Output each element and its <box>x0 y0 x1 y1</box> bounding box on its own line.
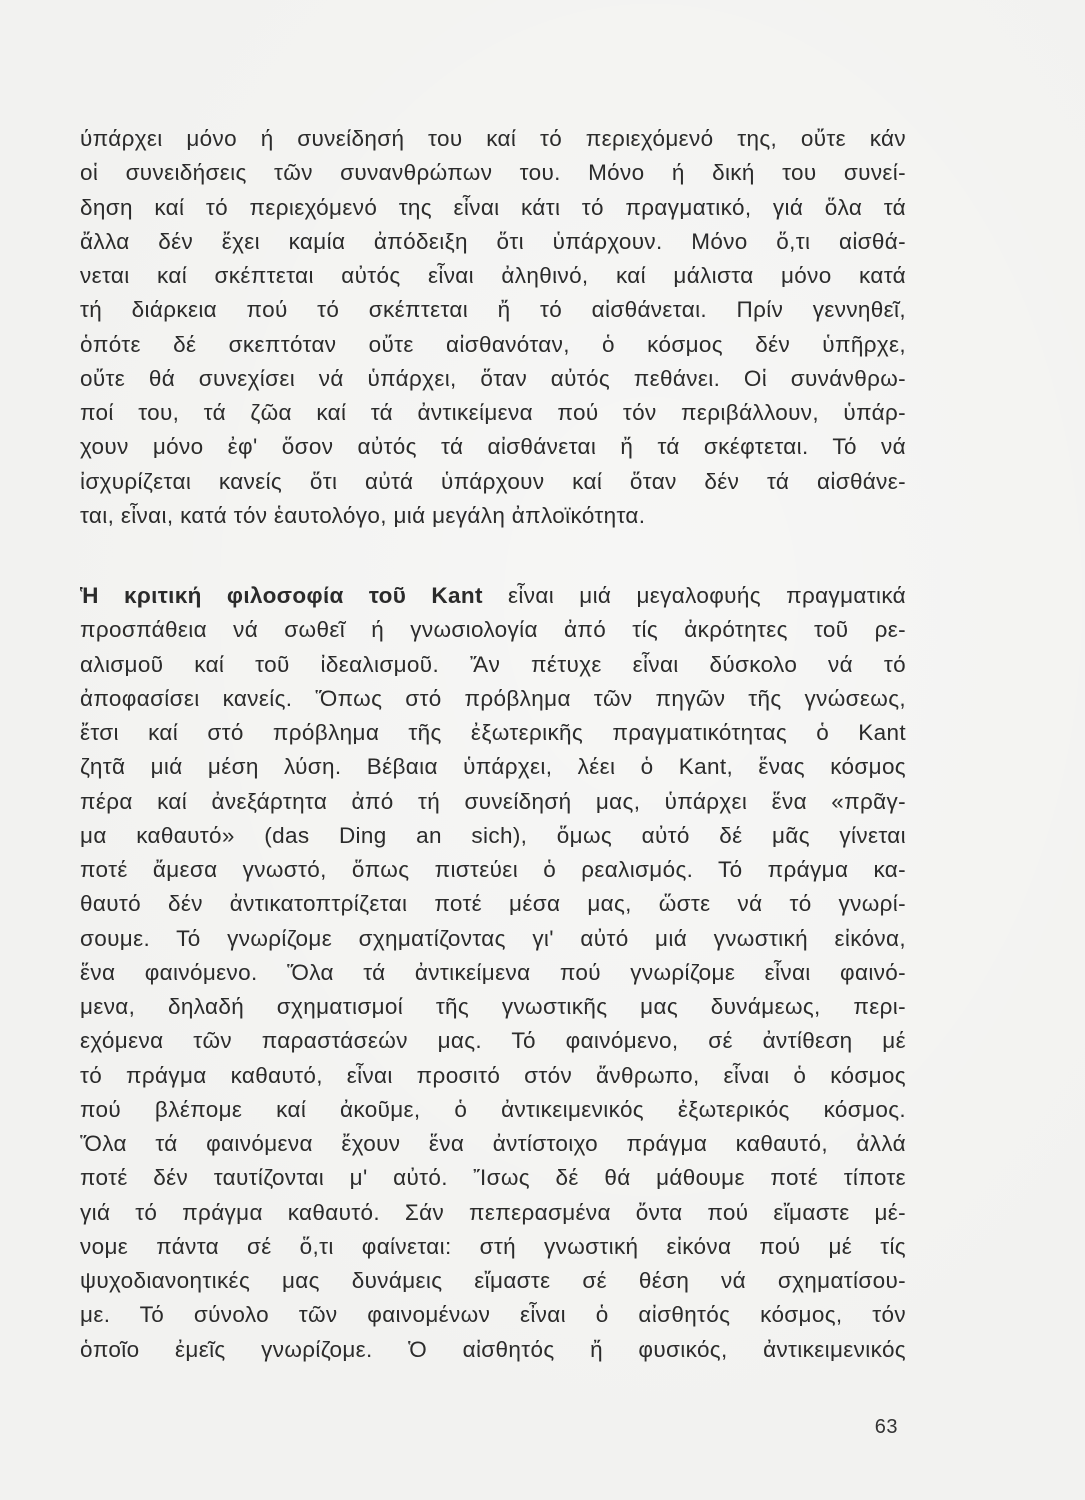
text-line: ἄλλα δέν ἔχει καμία ἀπόδειξη ὅτι ὑπάρχουν. Μόνο ὅ,τι αἰσθά- <box>80 228 906 254</box>
text-line: Ὅλα τά φαινόμενα ἔχουν ἕνα ἀντίστοιχο πράγμα καθαυτό, ἀλλά <box>80 1131 906 1156</box>
text-line: μα καθαυτό» (das Ding an sich), ὅμως αὐτό δέ μᾶς γίνεται <box>80 822 906 848</box>
paragraph-kant <box>80 579 906 1367</box>
text-line-lead <box>80 579 906 613</box>
section-heading-kant: Ἡ κριτική φιλοσοφία τοῦ Kant <box>80 583 483 608</box>
text-line: χουν μόνο ἐφ' ὅσον αὐτός τά αἰσθάνεται ἤ τά σκέφτεται. Τό νά <box>80 434 906 460</box>
text-line: ται, εἶναι, κατά τόν ἑαυτολόγο, μιά μεγάλη ἀπλοϊκότητα. <box>80 502 646 528</box>
page-number: 63 <box>874 1416 898 1438</box>
text-line: ποτέ ἄμεσα γνωστό, ὅπως πιστεύει ὁ ρεαλισμός. Τό πράγμα κα- <box>80 857 906 882</box>
text-line: ἀποφασίσει κανείς. Ὅπως στό πρόβλημα τῶν πηγῶν τῆς γνώσεως, <box>80 685 906 711</box>
text-line: ἕνα φαινόμενο. Ὅλα τά ἀντικείμενα πού γνωρίζομε εἶναι φαινό- <box>80 959 906 985</box>
text-line: με. Τό σύνολο τῶν φαινομένων εἶναι ὁ αἰσθητός κόσμος, τόν <box>80 1302 906 1328</box>
text-line: σουμε. Τό γνωρίζομε σχηματίζοντας γι' αὐτό μιά γνωστική εἰκόνα, <box>80 925 906 951</box>
text-line: νεται καί σκέπτεται αὐτός εἶναι ἀληθινό, καί μάλιστα μόνο κατά <box>80 263 906 288</box>
text-line: οὔτε θά συνεχίσει νά ὑπάρχει, ὅταν αὐτός πεθάνει. Οἱ συνάνθρω- <box>80 365 906 391</box>
text-line: ζητᾶ μιά μέση λύση. Βέβαια ὑπάρχει, λέει ὁ Kant, ἕνας κόσμος <box>80 754 906 780</box>
text-line: προσπάθεια νά σωθεῖ ή γνωσιολογία ἀπό τίς ἀκρότητες τοῦ ρε- <box>80 617 906 643</box>
text-line: αλισμοῦ καί τοῦ ἰδεαλισμοῦ. Ἄν πέτυχε εἶναι δύσκολο νά τό <box>80 651 906 677</box>
text-line: ποτέ δέν ταυτίζονται μ' αὐτό. Ἴσως δέ θά μάθουμε ποτέ τίποτε <box>80 1165 906 1191</box>
text-line: ποί του, τά ζῶα καί τά ἀντικείμενα πού τόν περιβάλλουν, ὑπάρ- <box>80 400 906 425</box>
text-line: τό πράγμα καθαυτό, εἶναι προσιτό στόν ἄνθρωπο, εἶναι ὁ κόσμος <box>80 1062 906 1088</box>
text-line: ἔτσι καί στό πρόβλημα τῆς ἐξωτερικῆς πραγματικότητας ὁ Kant <box>80 720 906 745</box>
text-line: ύπάρχει μόνο ή συνείδησή του καί τό περιεχόμενό της, οὔτε κάν <box>80 126 906 151</box>
text-line: ὁποῖο ἐμεῖς γνωρίζομε. Ὁ αἰσθητός ἤ φυσικός, ἀντικειμενικός <box>80 1336 906 1362</box>
text-line: τή διάρκεια πού τό σκέπτεται ἤ τό αἰσθάνεται. Πρίν γεννηθεῖ, <box>80 297 906 323</box>
text-line: νομε πάντα σέ ὅ,τι φαίνεται: στή γνωστική εἰκόνα πού μέ τίς <box>80 1233 906 1259</box>
text-line: πέρα καί ἀνεξάρτητα ἀπό τή συνείδησή μας, ὑπάρχει ἕνα «πρᾶγ- <box>80 788 906 814</box>
text-line: δηση καί τό περιεχόμενό της εἶναι κάτι τό πραγματικό, γιά ὅλα τά <box>80 194 906 220</box>
text-line: γιά τό πράγμα καθαυτό. Σάν πεπερασμένα ὄντα πού εἴμαστε μέ- <box>80 1199 906 1225</box>
text-line: οἱ συνειδήσεις τῶν συνανθρώπων του. Μόνο ή δική του συνεί- <box>80 160 906 186</box>
text-line: εχόμενα τῶν παραστάσεών μας. Τό φαινόμενο, σέ ἀντίθεση μέ <box>80 1028 906 1054</box>
text-line: μενα, δηλαδή σχηματισμοί τῆς γνωστικῆς μας δυνάμεως, περι- <box>80 994 906 1019</box>
paragraph-solipsism <box>80 122 906 533</box>
text-line: πού βλέπομε καί ἀκοῦμε, ὁ ἀντικειμενικός ἐξωτερικός κόσμος. <box>80 1096 906 1122</box>
text-line: ψυχοδιανοητικές μας δυνάμεις εἴμαστε σέ θέση νά σχηματίσου- <box>80 1268 906 1293</box>
text-line: θαυτό δέν ἀντικατοπτρίζεται ποτέ μέσα μας, ὥστε νά τό γνωρί- <box>80 891 906 917</box>
text-line: ἰσχυρίζεται κανείς ὅτι αὐτά ὑπάρχουν καί ὅταν δέν τά αἰσθάνε- <box>80 468 906 494</box>
lead-rest: εἶναι μιά μεγαλοφυής πραγματικά <box>482 583 907 608</box>
text-line: ὁπότε δέ σκεπτόταν οὔτε αἰσθανόταν, ὁ κόσμος δέν ὑπῆρχε, <box>80 331 906 357</box>
